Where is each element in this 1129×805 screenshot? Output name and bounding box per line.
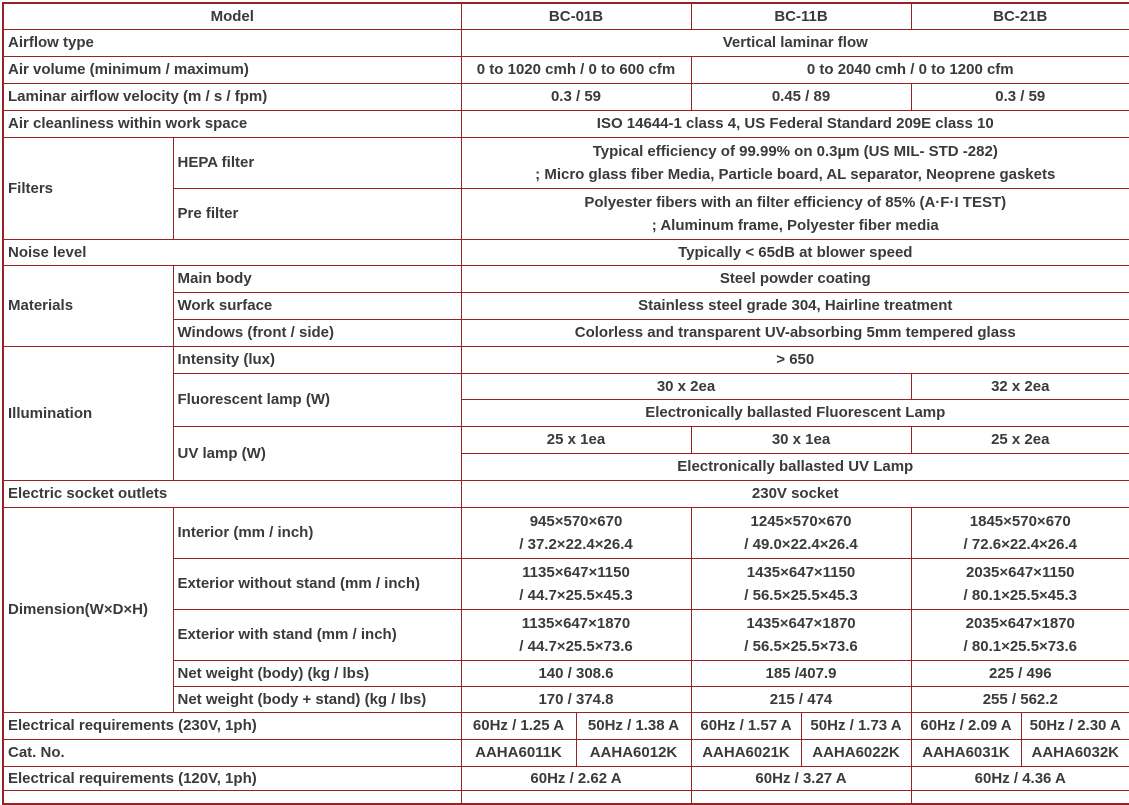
spec-value-cell: Stainless steel grade 304, Hairline treatment [461, 292, 1129, 319]
row-label-cell: Work surface [173, 292, 461, 319]
spec-value-line: / 37.2×22.4×26.4 [519, 535, 633, 553]
spec-value-cell [461, 507, 691, 558]
group-label-filters: Filters [3, 137, 173, 239]
spec-value-cell [691, 507, 911, 558]
table-row [3, 790, 1129, 804]
spec-value-cell: ISO 14644-1 class 4, US Federal Standard 209E class 10 [461, 110, 1129, 137]
spec-value-line: / 44.7×25.5×73.6 [519, 637, 633, 655]
spec-value-cell: 60Hz / 1.57 A [691, 712, 801, 739]
spec-value-cell: 30 x 2ea [461, 373, 911, 399]
row-label-cell: Electrical requirements (230V, 1ph) [3, 712, 461, 739]
clipped-partial-cell [3, 790, 461, 804]
clipped-partial-cell [691, 790, 911, 804]
specification-sheet [2, 2, 1129, 805]
spec-value-cell: 60Hz / 2.09 A [911, 712, 1021, 739]
table-row [3, 712, 1129, 739]
spec-value-cell: Steel powder coating [461, 265, 1129, 292]
spec-value-line: Polyester fibers with an filter efficiency of 85% (A·F·I TEST) [584, 193, 1007, 211]
spec-value-line: 1135×647×1150 [522, 563, 630, 581]
spec-value-cell [911, 507, 1129, 558]
spec-value-cell: 60Hz / 4.36 A [911, 766, 1129, 790]
spec-value-cell: 32 x 2ea [911, 373, 1129, 399]
spec-value-line: 945×570×670 [529, 512, 623, 530]
spec-value-cell [461, 188, 1129, 239]
spec-value-line: / 56.5×25.5×45.3 [744, 586, 858, 604]
spec-value-cell: AAHA6031K [911, 739, 1021, 766]
spec-value-cell: 0 to 2040 cmh / 0 to 1200 cfm [691, 56, 1129, 83]
spec-value-cell: Electronically ballasted UV Lamp [461, 453, 1129, 480]
spec-value-cell: 60Hz / 3.27 A [691, 766, 911, 790]
spec-value-line: / 44.7×25.5×45.3 [519, 586, 633, 604]
spec-value-cell: Typically < 65dB at blower speed [461, 239, 1129, 265]
row-label-cell: Exterior with stand (mm / inch) [173, 609, 461, 660]
spec-value-cell: 25 x 2ea [911, 426, 1129, 453]
spec-value-cell: > 650 [461, 346, 1129, 373]
table-row [3, 766, 1129, 790]
spec-value-cell [461, 558, 691, 609]
group-label-illumination: Illumination [3, 346, 173, 480]
row-label-cell: Interior (mm / inch) [173, 507, 461, 558]
spec-table-body [3, 3, 1129, 804]
spec-value-cell: 50Hz / 2.30 A [1021, 712, 1129, 739]
spec-value-cell [691, 558, 911, 609]
table-row [3, 346, 1129, 373]
spec-value-cell: 0.3 / 59 [461, 83, 691, 110]
spec-value-cell: AAHA6012K [576, 739, 691, 766]
spec-value-cell [911, 609, 1129, 660]
group-label-dimension: Dimension(W×D×H) [3, 507, 173, 712]
spec-value-cell: AAHA6011K [461, 739, 576, 766]
table-row [3, 56, 1129, 83]
row-label-cell: UV lamp (W) [173, 426, 461, 480]
spec-value-cell: Colorless and transparent UV-absorbing 5mm tempered glass [461, 319, 1129, 346]
row-label-cell: Intensity (lux) [173, 346, 461, 373]
header-bc-11b: BC-11B [691, 3, 911, 29]
header-model: Model [3, 3, 461, 29]
spec-value-cell: 140 / 308.6 [461, 660, 691, 686]
spec-value-cell: 60Hz / 2.62 A [461, 766, 691, 790]
spec-value-cell: 215 / 474 [691, 686, 911, 712]
spec-value-cell: 30 x 1ea [691, 426, 911, 453]
table-row [3, 239, 1129, 265]
row-label-cell: HEPA filter [173, 137, 461, 188]
row-label-cell: Windows (front / side) [173, 319, 461, 346]
row-label-cell: Noise level [3, 239, 461, 265]
spec-value-cell: 0 to 1020 cmh / 0 to 600 cfm [461, 56, 691, 83]
spec-value-cell: AAHA6021K [691, 739, 801, 766]
row-label-cell: Net weight (body + stand) (kg / lbs) [173, 686, 461, 712]
table-row [3, 507, 1129, 558]
spec-value-line: / 49.0×22.4×26.4 [744, 535, 858, 553]
row-label-cell: Laminar airflow velocity (m / s / fpm) [3, 83, 461, 110]
row-label-cell: Electric socket outlets [3, 480, 461, 507]
spec-value-line: / 56.5×25.5×73.6 [744, 637, 858, 655]
row-label-cell: Net weight (body) (kg / lbs) [173, 660, 461, 686]
row-label-cell: Cat. No. [3, 739, 461, 766]
spec-table [2, 2, 1129, 805]
table-row [3, 83, 1129, 110]
spec-value-line: / 72.6×22.4×26.4 [963, 535, 1077, 553]
table-row [3, 265, 1129, 292]
header-bc-01b: BC-01B [461, 3, 691, 29]
row-label-cell: Airflow type [3, 29, 461, 56]
spec-value-line: / 80.1×25.5×73.6 [963, 637, 1077, 655]
spec-value-line: 1135×647×1870 [521, 614, 631, 632]
row-label-cell: Air cleanliness within work space [3, 110, 461, 137]
clipped-partial-cell [911, 790, 1129, 804]
spec-value-cell: 50Hz / 1.73 A [801, 712, 911, 739]
table-row [3, 3, 1129, 29]
group-label-materials: Materials [3, 265, 173, 346]
row-label-cell: Air volume (minimum / maximum) [3, 56, 461, 83]
spec-value-line: 2035×647×1150 [966, 563, 1075, 581]
spec-value-line: 1845×570×670 [969, 512, 1071, 530]
row-label-cell: Electrical requirements (120V, 1ph) [3, 766, 461, 790]
row-label-cell: Fluorescent lamp (W) [173, 373, 461, 426]
spec-value-cell: AAHA6032K [1021, 739, 1129, 766]
table-row [3, 137, 1129, 188]
table-row [3, 110, 1129, 137]
row-label-cell: Main body [173, 265, 461, 292]
spec-value-cell [911, 558, 1129, 609]
spec-value-cell: 225 / 496 [911, 660, 1129, 686]
spec-value-line: ; Aluminum frame, Polyester fiber media [651, 216, 939, 234]
spec-value-cell: 60Hz / 1.25 A [461, 712, 576, 739]
spec-value-line: ; Micro glass fiber Media, Particle board, AL separator, Neoprene gaskets [535, 165, 1056, 183]
spec-value-cell: 185 /407.9 [691, 660, 911, 686]
spec-value-cell: AAHA6022K [801, 739, 911, 766]
table-row [3, 480, 1129, 507]
clipped-partial-cell [461, 790, 691, 804]
spec-value-cell: Electronically ballasted Fluorescent Lamp [461, 399, 1129, 426]
spec-value-line: 1435×647×1870 [746, 614, 856, 632]
spec-value-line: 2035×647×1870 [965, 614, 1075, 632]
spec-value-cell: 25 x 1ea [461, 426, 691, 453]
spec-value-cell [461, 137, 1129, 188]
spec-value-cell: 230V socket [461, 480, 1129, 507]
row-label-cell: Pre filter [173, 188, 461, 239]
spec-value-cell [461, 609, 691, 660]
spec-value-line: / 80.1×25.5×45.3 [963, 586, 1077, 604]
spec-value-line: 1245×570×670 [750, 512, 852, 530]
table-row [3, 739, 1129, 766]
header-bc-21b: BC-21B [911, 3, 1129, 29]
table-row [3, 29, 1129, 56]
spec-value-line: 1435×647×1150 [746, 563, 856, 581]
spec-value-cell: 50Hz / 1.38 A [576, 712, 691, 739]
row-label-cell: Exterior without stand (mm / inch) [173, 558, 461, 609]
spec-value-cell: 170 / 374.8 [461, 686, 691, 712]
spec-value-cell: Vertical laminar flow [461, 29, 1129, 56]
spec-value-line: Typical efficiency of 99.99% on 0.3µm (US MIL- STD -282) [592, 142, 998, 160]
spec-value-cell: 0.45 / 89 [691, 83, 911, 110]
spec-value-cell: 255 / 562.2 [911, 686, 1129, 712]
spec-value-cell: 0.3 / 59 [911, 83, 1129, 110]
spec-value-cell [691, 609, 911, 660]
